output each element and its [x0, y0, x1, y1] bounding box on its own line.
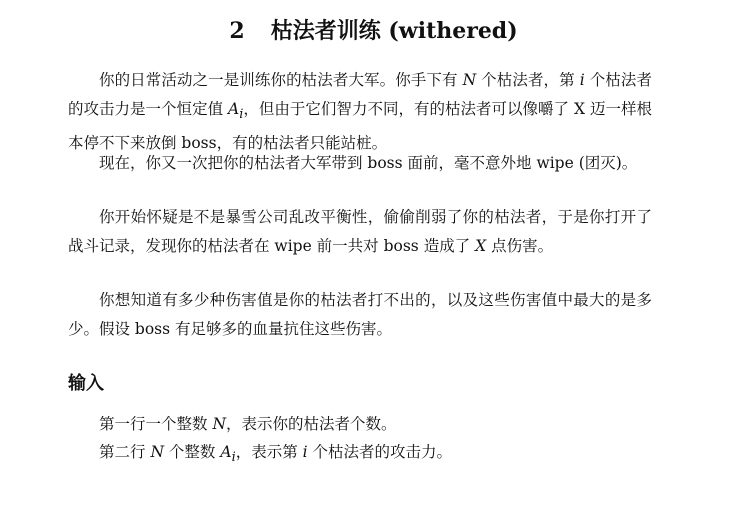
input-var-n-2: N — [150, 443, 164, 461]
input-var-a-subscript: i — [231, 450, 236, 466]
input-line-2-text-2: 个整数 — [164, 443, 221, 461]
paragraph-wipe: 现在，你又一次把你的枯法者大军带到 boss 面前，毫不意外地 wipe (团灭)。 — [99, 154, 638, 172]
input-line-2 — [68, 438, 652, 472]
intro-text-3: 个枯法者的攻击力是一个恒定值 — [68, 71, 652, 118]
input-var-n: N — [212, 415, 226, 433]
problem-title-text: 枯法者训练 (withered) — [270, 18, 518, 44]
combat-log-text-1: 你开始怀疑是不是暴雪公司乱改平衡性，偷偷削弱了你的枯法者，于是你打开了战斗记录，发现你的枯法者在 wipe 前一共对 boss 造成了 — [68, 208, 652, 255]
var-a: A — [228, 100, 240, 118]
paragraph-question: 你想知道有多少种伤害值是你的枯法者打不出的，以及这些伤害值中最大的是多少。假设 boss 有足够多的血量抗住这些伤害。 — [68, 291, 652, 338]
input-var-i: i — [302, 443, 308, 461]
section-heading-input: 输入 — [68, 373, 104, 394]
input-line-1-text-2: ，表示你的枯法者个数。 — [226, 415, 397, 433]
input-line-2-text-1: 第二行 — [99, 443, 151, 461]
problem-number: 2 — [229, 18, 245, 44]
var-x: X — [475, 237, 487, 255]
intro-text-4: ，但由于它们智力不同，有的枯法者可以像嚼了 X 迈一样根本停不下来放倒 boss，有的枯法者只能站桩。 — [68, 100, 652, 153]
intro-text-2: 个枯法者，第 — [476, 71, 580, 89]
paragraph-combat-log — [68, 203, 652, 261]
input-var-a: A — [220, 443, 232, 461]
input-line-2-text-4: 个枯法者的攻击力。 — [307, 443, 453, 461]
input-line-1-text-1: 第一行一个整数 — [99, 415, 213, 433]
var-a-subscript: i — [239, 107, 244, 123]
input-line-2-text-3: ，表示第 — [235, 443, 303, 461]
var-i: i — [579, 71, 585, 89]
problem-title — [0, 14, 747, 48]
intro-text-1: 你的日常活动之一是训练你的枯法者大军。你手下有 — [99, 71, 463, 89]
input-line-1 — [68, 410, 652, 439]
combat-log-text-2: 点伤害。 — [486, 237, 554, 255]
var-n: N — [462, 71, 477, 89]
paragraph-intro — [68, 66, 652, 158]
